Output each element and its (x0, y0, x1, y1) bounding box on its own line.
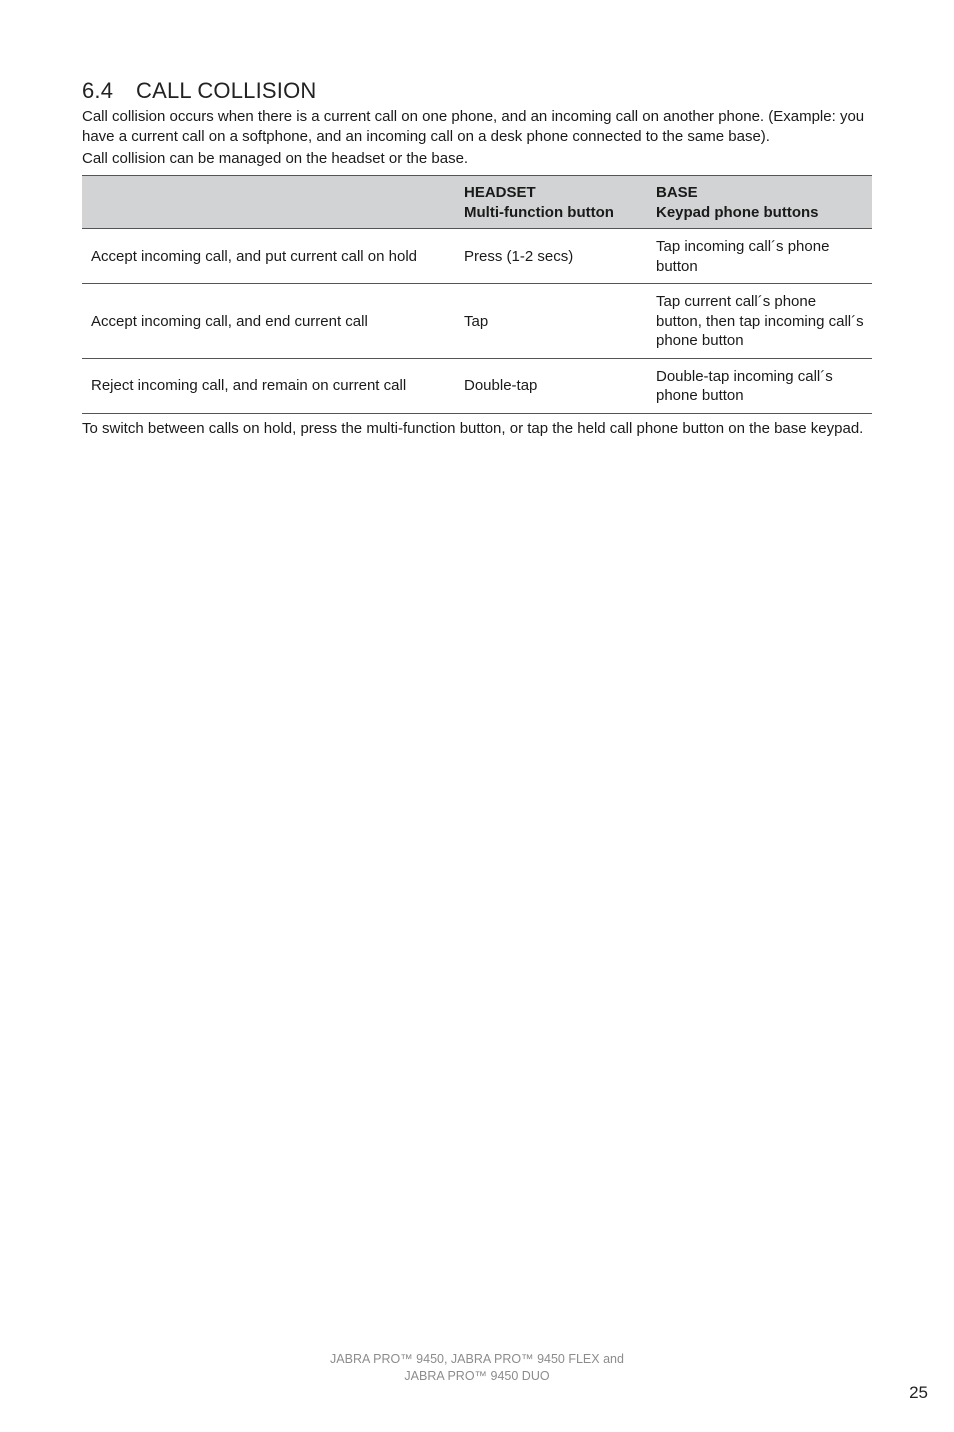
header-base-title: BASE (656, 184, 698, 201)
cell-headset: Press (1-2 secs) (456, 229, 648, 284)
cell-headset: Tap (456, 284, 648, 359)
table-row (82, 358, 872, 413)
section-title: CALL COLLISION (136, 78, 317, 103)
table-row (82, 284, 872, 359)
footer-line-2: JABRA PRO™ 9450 DUO (404, 1369, 550, 1383)
intro-paragraph-2: Call collision can be managed on the headset or the base. (82, 150, 469, 167)
cell-action: Reject incoming call, and remain on current call (82, 358, 456, 413)
header-action (82, 176, 456, 229)
header-base-subtitle: Keypad phone buttons (656, 203, 819, 221)
header-headset-title: HEADSET (464, 184, 536, 201)
footer-line-1: JABRA PRO™ 9450, JABRA PRO™ 9450 FLEX and (330, 1352, 624, 1366)
section-number: 6.4 (82, 78, 114, 103)
header-headset (456, 176, 648, 229)
cell-action: Accept incoming call, and end current call (82, 284, 456, 359)
cell-base: Double-tap incoming call´s phone button (648, 358, 872, 413)
cell-headset: Double-tap (456, 358, 648, 413)
table-row (82, 229, 872, 284)
header-base (648, 176, 872, 229)
cell-base: Tap incoming call´s phone button (648, 229, 872, 284)
header-headset-subtitle: Multi-function button (464, 203, 614, 221)
intro-paragraph-1: Call collision occurs when there is a current call on one phone, and an incoming call on another phone. (Example: you have a current call on a softphone, and an incoming call on a desk phone connected to the same base). (82, 108, 865, 145)
page-footer (0, 1351, 954, 1385)
outro-text: To switch between calls on hold, press the multi-function button, or tap the held call phone button on the base keypad. (82, 420, 864, 437)
cell-action: Accept incoming call, and put current call on hold (82, 229, 456, 284)
page-number: 25 (909, 1383, 928, 1402)
call-collision-table (82, 175, 872, 414)
intro-text (82, 107, 882, 172)
section-heading (82, 78, 317, 104)
table-header-row (82, 176, 872, 229)
cell-base: Tap current call´s phone button, then tap incoming call´s phone button (648, 284, 872, 359)
